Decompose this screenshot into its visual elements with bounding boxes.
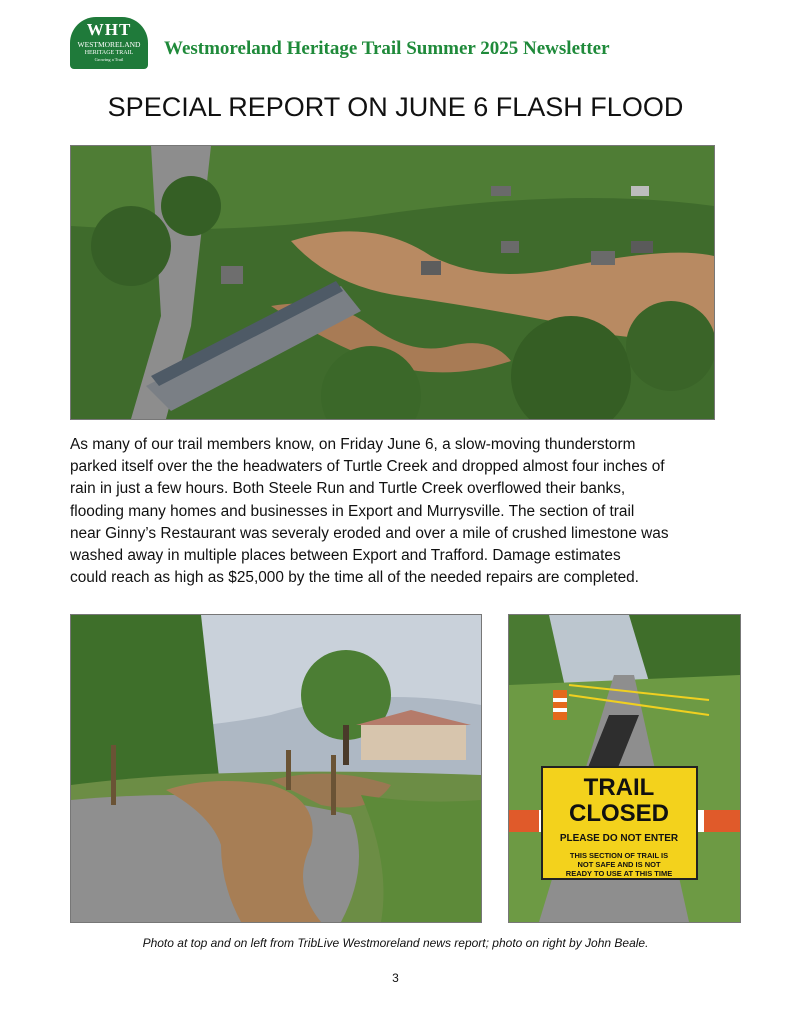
eroded-trail-photo	[70, 614, 482, 923]
body-line: could reach as high as $25,000 by the time all of the needed repairs are completed.	[70, 569, 639, 587]
body-line: near Ginny’s Restaurant was severaly eroded and over a mile of crushed limestone was	[70, 524, 669, 542]
sign-line-1: TRAIL	[583, 774, 655, 801]
newsletter-title: Westmoreland Heritage Trail Summer 2025 Newsletter	[164, 38, 610, 59]
article-body	[70, 434, 750, 589]
body-line: parked itself over the the headwaters of Turtle Creek and dropped almost four inches of	[70, 458, 665, 476]
article-title: SPECIAL REPORT ON JUNE 6 FLASH FLOOD	[107, 92, 684, 122]
wht-logo	[70, 17, 148, 69]
aerial-flood-photo	[70, 145, 715, 420]
photo-caption: Photo at top and on left from TribLive Westmoreland news report; photo on right by John Beale.	[142, 936, 649, 950]
sign-line-4: THIS SECTION OF TRAIL IS	[569, 851, 669, 860]
logo-line-3: Growing a Trail	[94, 57, 124, 62]
sign-line-5: NOT SAFE AND IS NOT	[577, 860, 661, 869]
sign-line-2: CLOSED	[568, 800, 670, 827]
body-line: washed away in multiple places between Export and Trafford. Damage estimates	[70, 547, 621, 565]
body-line: rain in just a few hours. Both Steele Run and Turtle Creek overflowed their banks,	[70, 480, 626, 498]
body-line: As many of our trail members know, on Friday June 6, a slow-moving thunderstorm	[70, 436, 636, 453]
trail-closed-photo	[508, 614, 741, 923]
logo-line-2: HERITAGE TRAIL	[84, 50, 134, 56]
page-number: 3	[392, 971, 399, 985]
logo-line-1: WESTMORELAND	[77, 40, 141, 49]
sign-line-6: READY TO USE AT THIS TIME	[565, 869, 673, 878]
body-line: flooding many homes and businesses in Export and Murrysville. The section of trail	[70, 502, 635, 520]
logo-abbr: WHT	[86, 20, 132, 39]
sign-line-3: PLEASE DO NOT ENTER	[559, 833, 679, 844]
